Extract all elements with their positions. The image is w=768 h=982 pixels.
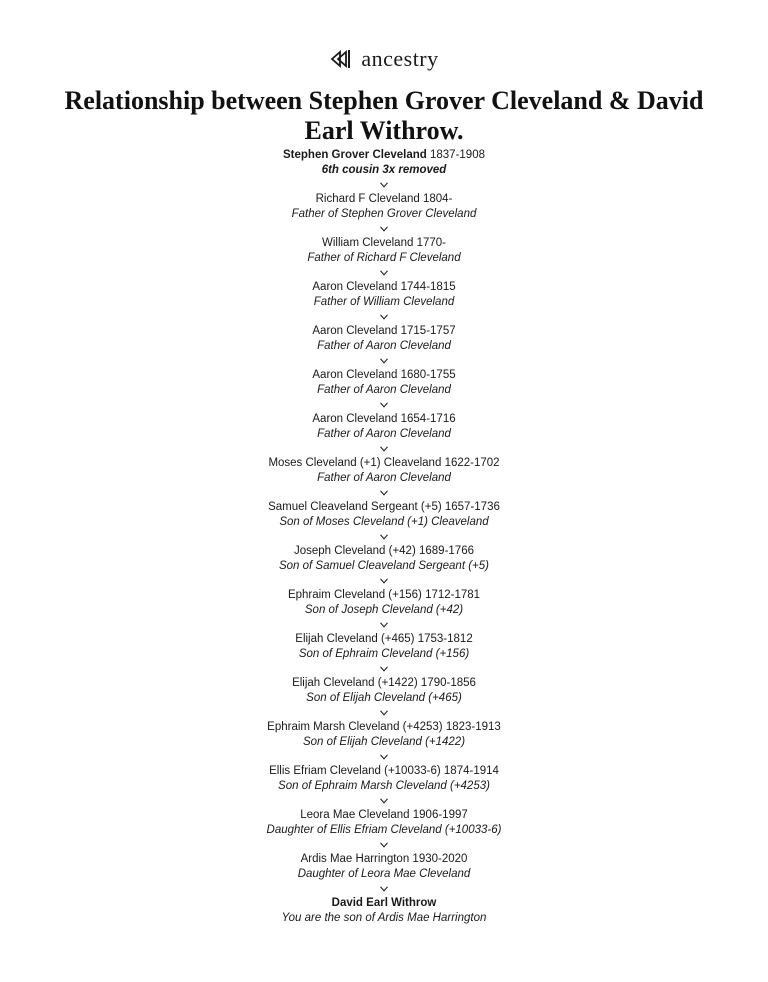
chevron-down-icon <box>0 574 768 588</box>
chain-entry <box>0 720 768 764</box>
person-name: Aaron Cleveland <box>312 369 398 381</box>
chain-entry <box>0 192 768 236</box>
person-years: 1874-1914 <box>443 765 499 777</box>
person-line <box>0 764 768 779</box>
chain-entry <box>0 368 768 412</box>
chain-entry <box>0 544 768 588</box>
person-years: 1790-1856 <box>420 677 476 689</box>
chevron-down-icon <box>0 662 768 676</box>
person-name: Moses Cleveland (+1) Cleaveland <box>268 457 442 469</box>
person-line <box>0 632 768 647</box>
person-years: 1712-1781 <box>425 589 481 601</box>
person-line <box>0 676 768 691</box>
person-name: Richard F Cleveland <box>315 193 420 205</box>
chevron-down-icon <box>0 354 768 368</box>
chevron-down-icon <box>0 178 768 192</box>
relation-label: Father of William Cleveland <box>313 296 455 308</box>
chain-entry <box>0 588 768 632</box>
relation-label: Father of Aaron Cleveland <box>317 472 451 484</box>
chevron-down-icon <box>0 486 768 500</box>
person-name: Ephraim Marsh Cleveland (+4253) <box>267 721 443 733</box>
relation-label: Son of Moses Cleveland (+1) Cleaveland <box>279 516 489 528</box>
person-name: David Earl Withrow <box>331 897 437 909</box>
person-name: Aaron Cleveland <box>312 281 398 293</box>
ancestry-logo <box>0 46 768 72</box>
chevron-down-icon <box>0 310 768 324</box>
person-name: Aaron Cleveland <box>312 413 398 425</box>
chain-entry <box>0 808 768 852</box>
person-years: 1753-1812 <box>417 633 473 645</box>
chevron-down-icon <box>0 618 768 632</box>
person-line <box>0 808 768 823</box>
person-name: Ellis Efriam Cleveland (+10033-6) <box>269 765 441 777</box>
relation-label: You are the son of Ardis Mae Harrington <box>281 912 487 924</box>
person-years: 1930-2020 <box>412 853 468 865</box>
person-years: 1689-1766 <box>419 545 474 557</box>
person-line <box>0 192 768 207</box>
chevron-down-icon <box>0 794 768 808</box>
person-line <box>0 896 768 911</box>
relation-label: 6th cousin 3x removed <box>321 164 447 176</box>
chain-entry <box>0 896 768 940</box>
chain-entry <box>0 764 768 808</box>
person-years: 1654-1716 <box>400 413 456 425</box>
person-name: William Cleveland <box>321 237 414 249</box>
person-line <box>0 720 768 735</box>
relation-label: Son of Ephraim Marsh Cleveland (+4253) <box>278 780 490 792</box>
chain-entry <box>0 280 768 324</box>
chain-entry <box>0 148 768 192</box>
page-title: Relationship between Stephen Grover Cleveland & David Earl Withrow. <box>64 86 704 145</box>
person-years: 1906-1997 <box>412 809 468 821</box>
chevron-down-icon <box>0 882 768 896</box>
person-years: 1680-1755 <box>400 369 456 381</box>
chevron-down-icon <box>0 530 768 544</box>
chain-entry <box>0 456 768 500</box>
relation-label: Father of Aaron Cleveland <box>317 428 451 440</box>
chain-entry <box>0 412 768 456</box>
person-name: Aaron Cleveland <box>312 325 398 337</box>
logo-text: ancestry <box>361 46 439 71</box>
chain-entry <box>0 324 768 368</box>
relation-label: Daughter of Ellis Efriam Cleveland (+10033-6) <box>266 824 502 836</box>
ancestry-leaf-icon <box>329 46 357 72</box>
relation-label: Father of Stephen Grover Cleveland <box>291 208 477 220</box>
chevron-down-icon <box>0 706 768 720</box>
person-line <box>0 544 768 559</box>
person-line <box>0 148 768 163</box>
person-name: Joseph Cleveland (+42) <box>294 545 416 557</box>
relation-label: Son of Elijah Cleveland (+1422) <box>302 736 466 748</box>
chain-entry <box>0 676 768 720</box>
relation-label: Son of Ephraim Cleveland (+156) <box>298 648 470 660</box>
relation-label: Father of Aaron Cleveland <box>317 384 451 396</box>
person-years: 1804- <box>422 193 453 205</box>
relation-label: Son of Joseph Cleveland (+42) <box>304 604 464 616</box>
chevron-down-icon <box>0 838 768 852</box>
chain-entry <box>0 500 768 544</box>
person-years: 1823-1913 <box>445 721 501 733</box>
relation-label: Daughter of Leora Mae Cleveland <box>297 868 471 880</box>
person-name: Elijah Cleveland (+1422) <box>292 677 418 689</box>
person-name: Ephraim Cleveland (+156) <box>287 589 422 601</box>
person-years: 1715-1757 <box>400 325 456 337</box>
person-line <box>0 456 768 471</box>
chain-entry <box>0 236 768 280</box>
person-line <box>0 412 768 427</box>
person-name: Leora Mae Cleveland <box>300 809 410 821</box>
person-years: 1744-1815 <box>400 281 456 293</box>
chain-entry <box>0 852 768 896</box>
person-years: 1770- <box>416 237 446 249</box>
chevron-down-icon <box>0 222 768 236</box>
relation-label: Father of Aaron Cleveland <box>317 340 451 352</box>
relation-label: Son of Elijah Cleveland (+465) <box>306 692 462 704</box>
person-line <box>0 500 768 515</box>
chain-entry <box>0 632 768 676</box>
person-name: Elijah Cleveland (+465) <box>295 633 415 645</box>
person-line <box>0 280 768 295</box>
person-years: 1657-1736 <box>444 501 500 513</box>
relationship-chain <box>0 148 768 940</box>
person-line <box>0 852 768 867</box>
person-name: Stephen Grover Cleveland <box>283 149 427 161</box>
person-line <box>0 588 768 603</box>
chevron-down-icon <box>0 442 768 456</box>
relation-label: Father of Richard F Cleveland <box>307 252 461 264</box>
chevron-down-icon <box>0 266 768 280</box>
person-line <box>0 324 768 339</box>
person-years: 1622-1702 <box>444 457 500 469</box>
chevron-down-icon <box>0 398 768 412</box>
chevron-down-icon <box>0 750 768 764</box>
person-name: Samuel Cleaveland Sergeant (+5) <box>268 501 442 513</box>
person-years: 1837-1908 <box>430 149 485 161</box>
relation-label: Son of Samuel Cleaveland Sergeant (+5) <box>278 560 489 572</box>
person-name: Ardis Mae Harrington <box>300 853 410 865</box>
person-line <box>0 368 768 383</box>
person-line <box>0 236 768 251</box>
